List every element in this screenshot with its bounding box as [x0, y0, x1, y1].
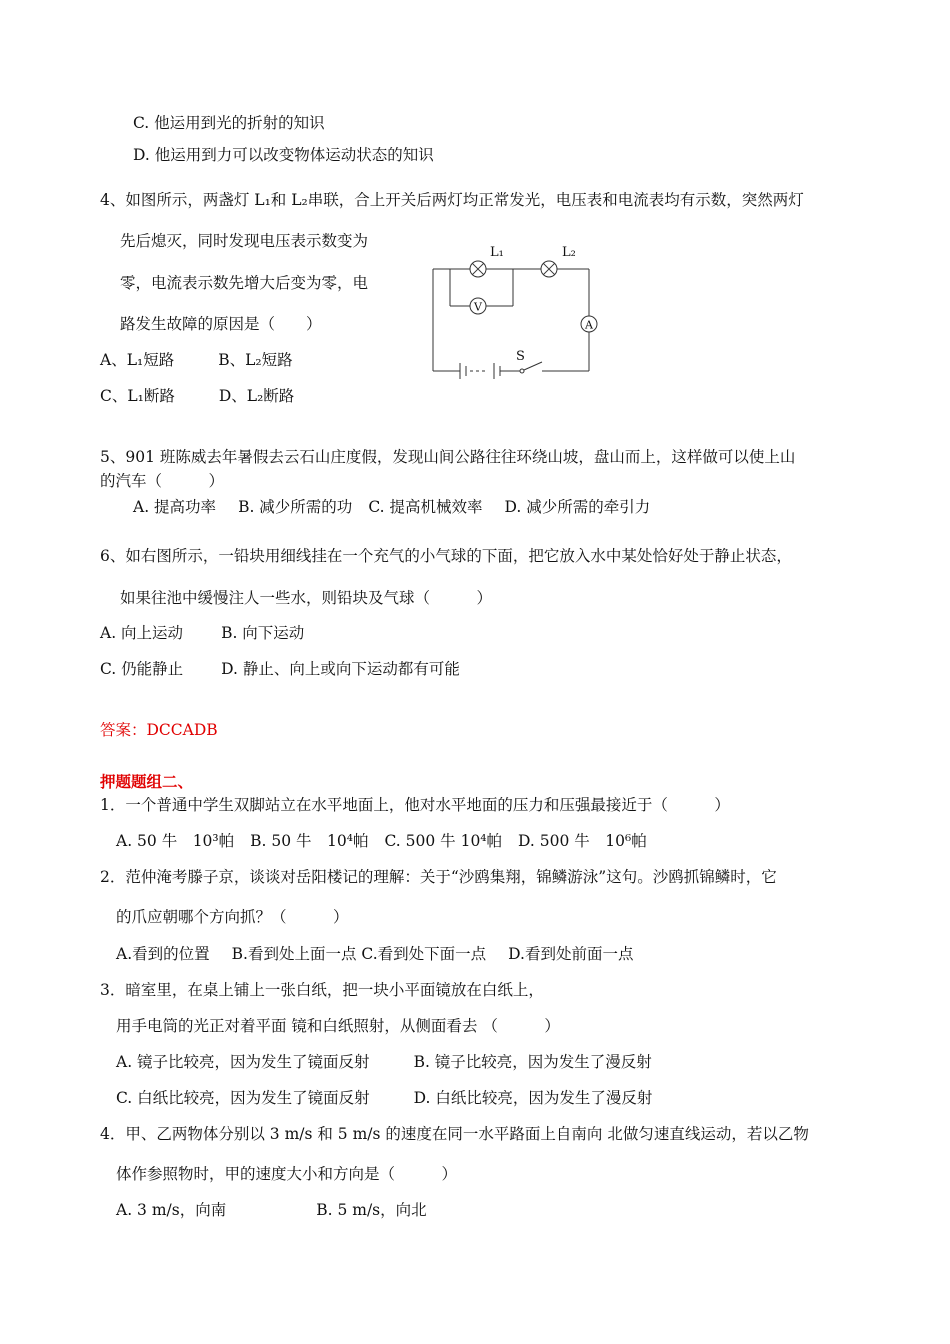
answer-key: 答案：DCCADB	[100, 721, 218, 739]
q5-option-b: B. 减少所需的功	[238, 498, 353, 516]
switch-label: S	[516, 349, 525, 364]
g2-q2-options	[116, 944, 633, 964]
g2-q4-option-a: A. 3 m/s，向南	[116, 1201, 227, 1219]
g2-q3-stem-line1: 3．暗室里，在桌上铺上一张白纸，把一块小平面镜放在白纸上，	[100, 981, 544, 999]
g2-q2-option-d: D.看到处前面一点	[508, 945, 634, 963]
q5-option-c: C. 提高机械效率	[368, 498, 483, 516]
q3-option-d: D. 他运用到力可以改变物体运动状态的知识	[133, 146, 434, 164]
q4-stem-line2: 先后熄灭，同时发现电压表示数变为	[120, 232, 369, 250]
g2-q1-option-a: A. 50 牛 10³帕	[116, 832, 235, 850]
q4-stem-line1: 4、如图所示，两盏灯 L₁和 L₂串联，合上开关后两灯均正常发光，电压表和电流表均有示数，突然两灯	[100, 191, 804, 209]
g2-q4-stem-line2: 体作参照物时，甲的速度大小和方向是（ ）	[116, 1165, 458, 1183]
g2-q2-option-b: B.看到处上面一点	[231, 945, 357, 963]
q5-stem-line2: 的汽车（ ）	[100, 472, 225, 490]
g2-q3-options-row1	[116, 1052, 652, 1072]
voltmeter-label: V	[474, 300, 482, 314]
q4-option-c: C、L₁断路	[100, 387, 175, 405]
g2-q3-stem-line2: 用手电筒的光正对着平面 镜和白纸照射，从侧面看去 （ ）	[116, 1017, 560, 1035]
g2-q1-option-d: D. 500 牛 10⁶帕	[518, 832, 647, 850]
q5-stem-line1: 5、901 班陈威去年暑假去云石山庄度假，发现山间公路往往环绕山坡，盘山而上，这样做可以使上山	[100, 448, 796, 466]
q4-option-d: D、L₂断路	[218, 387, 295, 405]
g2-q2-stem-line1: 2．范仲淹考滕子京，谈谈对岳阳楼记的理解：关于“沙鸥集翔，锦鳞游泳”这句。沙鸥抓锦鳞时，它	[100, 868, 777, 886]
group2-title: 押题题组二、	[100, 772, 194, 791]
ammeter-label: A	[585, 318, 593, 332]
q6-stem-line1: 6、如右图所示，一铅块用细线挂在一个充气的小气球的下面，把它放入水中某处恰好处于静止状态，	[100, 547, 792, 565]
g2-q2-option-a: A.看到的位置	[116, 945, 210, 963]
q5-option-a: A. 提高功率	[133, 498, 217, 516]
q4-options-row1	[100, 350, 293, 370]
g2-q3-option-c: C. 白纸比较亮，因为发生了镜面反射	[116, 1089, 370, 1107]
g2-q4-stem-line1: 4．甲、乙两物体分别以 3 m/s 和 5 m/s 的速度在同一水平路面上自南向 北做匀速直线运动，若以乙物	[100, 1125, 809, 1143]
q6-options-row2	[100, 659, 460, 679]
g2-q2-option-c: C.看到处下面一点	[361, 945, 487, 963]
q4-stem-line4: 路发生故障的原因是（ ）	[120, 315, 322, 333]
q6-option-a: A. 向上运动	[100, 624, 184, 642]
q6-stem-line2: 如果往池中缓慢注人一些水，则铅块及气球（ ）	[120, 589, 493, 607]
g2-q3-option-b: B. 镜子比较亮，因为发生了漫反射	[413, 1053, 652, 1071]
g2-q1-stem: 1．一个普通中学生双脚站立在水平地面上，他对水平地面的压力和压强最接近于（ ）	[100, 796, 730, 814]
q4-option-a: A、L₁短路	[100, 351, 175, 369]
q4-options-row2	[100, 386, 294, 406]
g2-q1-option-c: C. 500 牛 10⁴帕	[384, 832, 503, 850]
q5-option-d: D. 减少所需的牵引力	[504, 498, 651, 516]
q6-options-row1	[100, 623, 304, 643]
lamp-l1-label: L₁	[490, 245, 504, 260]
circuit-diagram	[428, 236, 603, 385]
g2-q2-stem-line2: 的爪应朝哪个方向抓？（ ）	[116, 908, 349, 926]
lamp-l2-label: L₂	[562, 245, 576, 260]
g2-q3-option-d: D. 白纸比较亮，因为发生了漫反射	[413, 1089, 653, 1107]
g2-q1-option-b: B. 50 牛 10⁴帕	[250, 832, 369, 850]
g2-q4-option-b: B. 5 m/s，向北	[316, 1201, 427, 1219]
q4-stem-line3: 零，电流表示数先增大后变为零，电	[120, 274, 369, 292]
q3-option-c: C. 他运用到光的折射的知识	[133, 114, 325, 132]
g2-q1-options	[116, 831, 647, 851]
g2-q3-option-a: A. 镜子比较亮，因为发生了镜面反射	[116, 1053, 370, 1071]
q4-option-b: B、L₂短路	[218, 351, 293, 369]
q5-options	[133, 497, 650, 517]
q6-option-d: D. 静止、向上或向下运动都有可能	[221, 660, 460, 678]
g2-q3-options-row2	[116, 1088, 652, 1108]
q6-option-b: B. 向下运动	[221, 624, 305, 642]
g2-q4-options	[116, 1200, 427, 1220]
q6-option-c: C. 仍能静止	[100, 660, 184, 678]
